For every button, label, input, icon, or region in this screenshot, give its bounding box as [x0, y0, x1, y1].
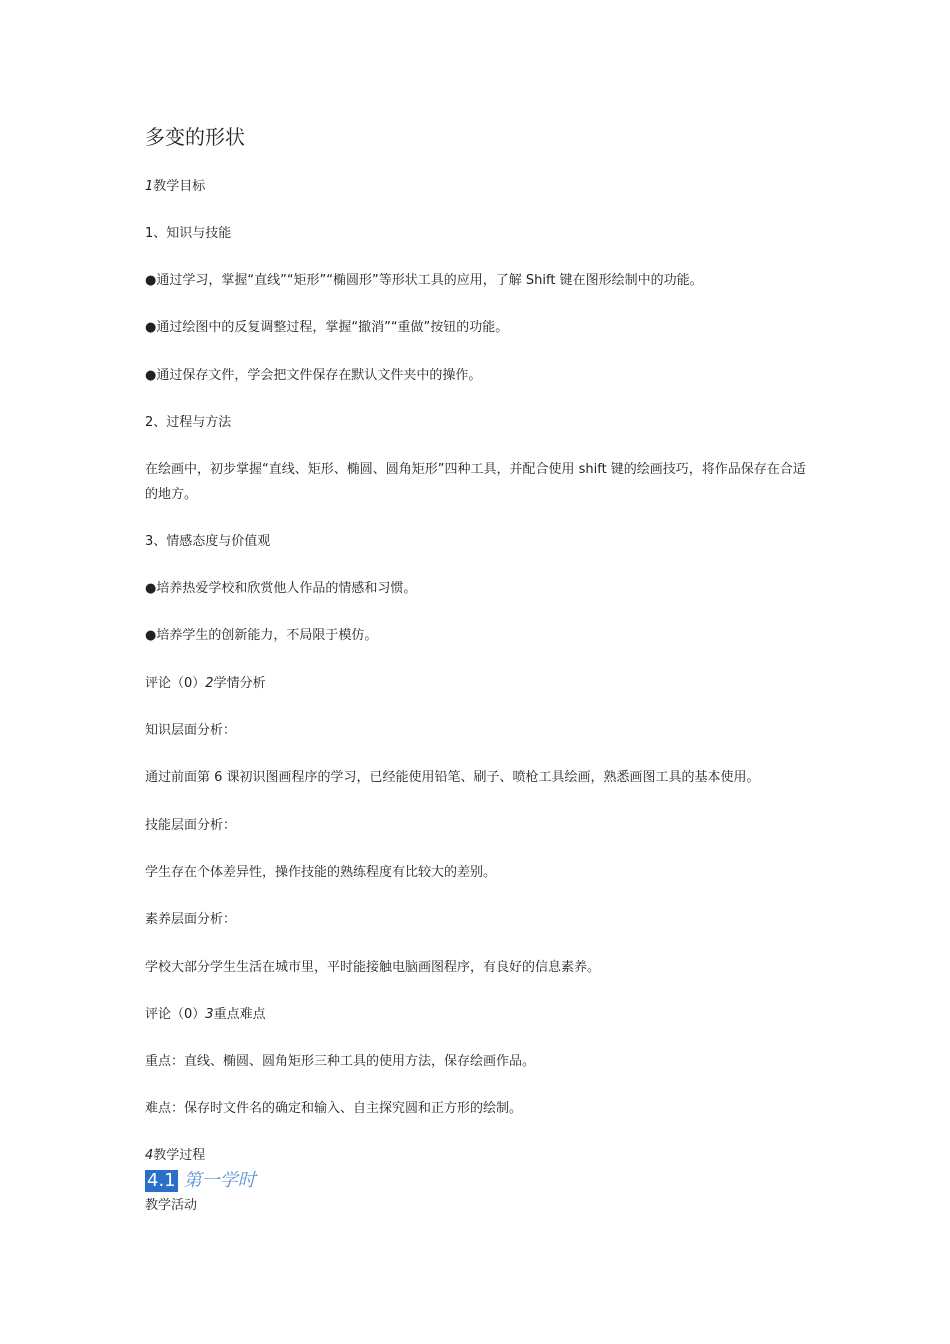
key-point-focus: 重点：直线、椭圆、圆角矩形三种工具的使用方法，保存绘画作品。	[145, 1054, 536, 1069]
goal-bullet: ●通过绘图中的反复调整过程，掌握“撤消”“重做”按钮的功能。	[145, 320, 509, 335]
goal-heading-process: 2、过程与方法	[145, 415, 232, 430]
section-heading-keypoints	[145, 1007, 266, 1023]
document-title: 多变的形状	[145, 125, 245, 149]
goal-paragraph: 在绘画中，初步掌握“直线、矩形、椭圆、圆角矩形”四种工具，并配合使用 shift 键的绘画技巧，将作品保存在合适的地方。	[145, 462, 806, 502]
goal-heading-attitude: 3、情感态度与价值观	[145, 534, 271, 549]
section-heading-process	[145, 1148, 205, 1164]
activity-label: 教学活动	[145, 1198, 198, 1213]
comment-link[interactable]: 评论（0）	[145, 676, 206, 691]
goal-bullet: ●培养学生的创新能力，不局限于模仿。	[145, 628, 378, 643]
section-label: 学情分析	[213, 676, 266, 691]
section-number: 2	[205, 676, 214, 691]
goal-heading-knowledge: 1、知识与技能	[145, 226, 232, 241]
section-number: 1	[145, 179, 154, 194]
section-heading-goals	[145, 179, 205, 195]
key-point-difficulty: 难点：保存时文件名的确定和输入、自主探究圆和正方形的绘制。	[145, 1101, 523, 1116]
analysis-text: 通过前面第 6 课初识图画程序的学习，已经能使用铅笔、刷子、喷枪工具绘画，熟悉画图工具的基本使用。	[145, 770, 760, 785]
section-label: 教学过程	[153, 1148, 206, 1163]
analysis-label-skill: 技能层面分析：	[145, 818, 237, 833]
section-number: 4	[145, 1148, 154, 1163]
goal-bullet: ●培养热爱学校和欣赏他人作品的情感和习惯。	[145, 581, 417, 596]
goal-bullet: ●通过学习，掌握“直线”“矩形”“椭圆形”等形状工具的应用，了解 Shift 键在图形绘制中的功能。	[145, 273, 703, 288]
analysis-text: 学校大部分学生生活在城市里，平时能接触电脑画图程序，有良好的信息素养。	[145, 960, 601, 975]
section-label: 教学目标	[153, 179, 206, 194]
goal-bullet: ●通过保存文件，学会把文件保存在默认文件夹中的操作。	[145, 368, 482, 383]
subsection-title: 第一学时	[183, 1170, 256, 1191]
section-number: 3	[205, 1007, 214, 1022]
comment-link[interactable]: 评论（0）	[145, 1007, 206, 1022]
section-heading-analysis	[145, 676, 266, 692]
analysis-text: 学生存在个体差异性，操作技能的熟练程度有比较大的差别。	[145, 865, 497, 880]
subsection-heading	[145, 1170, 256, 1192]
analysis-label-knowledge: 知识层面分析：	[145, 723, 237, 738]
analysis-label-literacy: 素养层面分析：	[145, 912, 237, 927]
subsection-number: 4.1	[147, 1170, 176, 1191]
section-label: 重点难点	[213, 1007, 266, 1022]
